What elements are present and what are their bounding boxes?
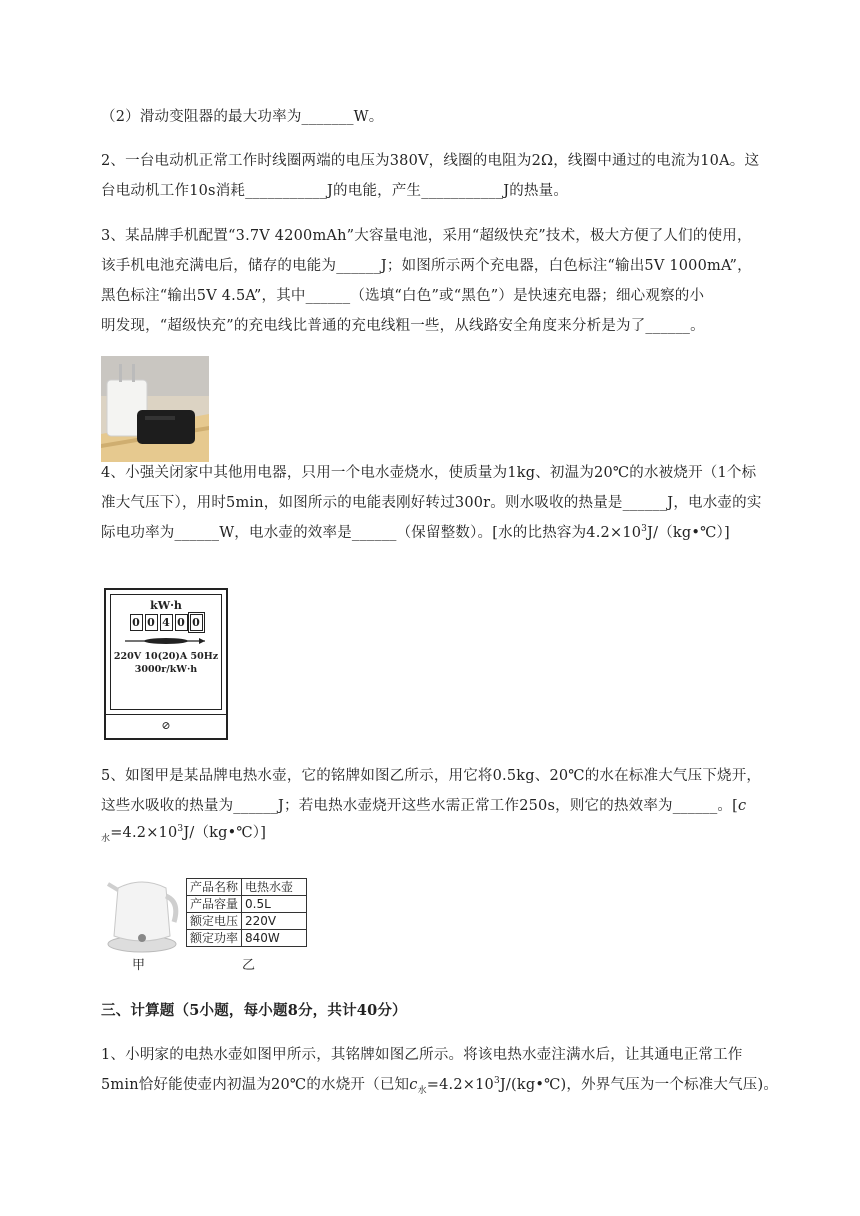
kettle-nameplate-table [186, 878, 307, 947]
meter-disc-icon [121, 635, 211, 647]
table-cell: 电热水壶 [242, 879, 307, 896]
caption-jia: 甲 [132, 958, 146, 973]
q2-5-line3: $_水=4.2\times 10^3J/(kg•℃)$] [101, 824, 267, 844]
kettle-illustration [104, 868, 180, 954]
electric-meter [104, 588, 228, 740]
table-cell: 产品名称 [187, 879, 242, 896]
meter-digit: 4 [160, 614, 173, 631]
table-row [187, 896, 307, 913]
q2-2-line2: 台电动机工作10s消耗___________J的电能，产生___________J的热量。 [101, 183, 569, 199]
table-cell: 220V [242, 913, 307, 930]
meter-spec: 220V 10(20)A 50Hz [113, 651, 219, 662]
q2-2-line1: 2、一台电动机正常工作时线圈两端的电压为380V，线圈的电阻为2Ω，线圈中通过的电流为10A。这 [101, 153, 760, 169]
q2-3-line3: 黑色标注“输出5V 4.5A”，其中______（选填“白色”或“黑色”）是快速充电器；细心观察的小 [101, 288, 705, 304]
meter-unit: kW·h [150, 599, 182, 612]
caption-yi: 乙 [242, 958, 256, 973]
meter-digits [111, 614, 221, 631]
table-cell: 产品容量 [187, 896, 242, 913]
meter-digit-decimal: 0 [190, 614, 203, 631]
q3-1-line2: 5min恰好能使壶内初温为20℃的水烧开（已知$c_水=4.2\times 10^3J/(kg•℃)$，外界气压为一个标准大气压)。 [101, 1076, 779, 1096]
meter-digit: 0 [130, 614, 143, 631]
table-row [187, 913, 307, 930]
q2-3-line1: 3、某品牌手机配置“3.7V 4200mAh”大容量电池，采用“超级快充”技术，极大方便了人们的使用， [101, 228, 752, 244]
meter-revolutions: 3000r/kW·h [134, 664, 198, 675]
q2-5-line2: 这些水吸收的热量为______J；若电热水壶烧开这些水需正常工作250s，则它的热效率为______。[c [101, 798, 747, 814]
table-cell: 额定功率 [187, 930, 242, 947]
q2-4-line2: 准大气压下），用时5min，如图所示的电能表刚好转过300r。则水吸收的热量是______J，电水壶的实 [101, 495, 762, 511]
q2-3-line2: 该手机电池充满电后，储存的电能为______J；如图所示两个充电器，白色标注“输出5V 1000mA”， [101, 258, 752, 274]
q2-5-line1: 5、如图甲是某品牌电热水壶，它的铭牌如图乙所示，用它将0.5kg、20℃的水在标准大气压下烧开， [101, 768, 762, 784]
chargers-illustration [101, 356, 209, 462]
meter-digit: 0 [145, 614, 158, 631]
q2-3-line4: 明发现，“超级快充”的充电线比普通的充电线粗一些，从线路安全角度来分析是为了______。 [101, 318, 705, 334]
meter-screw-icon: ⊘ [161, 719, 171, 732]
table-row [187, 879, 307, 896]
q2-sub2-text: （2）滑动变阻器的最大功率为_______W。 [101, 109, 384, 125]
table-cell: 840W [242, 930, 307, 947]
table-cell: 0.5L [242, 896, 307, 913]
meter-face [110, 594, 222, 710]
meter-digit: 0 [175, 614, 188, 631]
section-3-title: 三、计算题（5小题，每小题8分，共计40分） [101, 1002, 407, 1019]
chargers-photo [101, 356, 209, 462]
q2-4-line1: 4、小强关闭家中其他用电器，只用一个电水壶烧水，使质量为1kg、初温为20℃的水被烧开（1个标 [101, 465, 757, 481]
table-row [187, 930, 307, 947]
q3-1-line1: 1、小明家的电热水壶如图甲所示，其铭牌如图乙所示。将该电热水壶注满水后，让其通电正常工作 [101, 1047, 743, 1063]
table-cell: 额定电压 [187, 913, 242, 930]
q2-4-line3: 际电功率为______W，电水壶的效率是______（保留整数）。[水的比热容为$4.2\times 10^3J/(kg•℃)$] [101, 524, 730, 541]
